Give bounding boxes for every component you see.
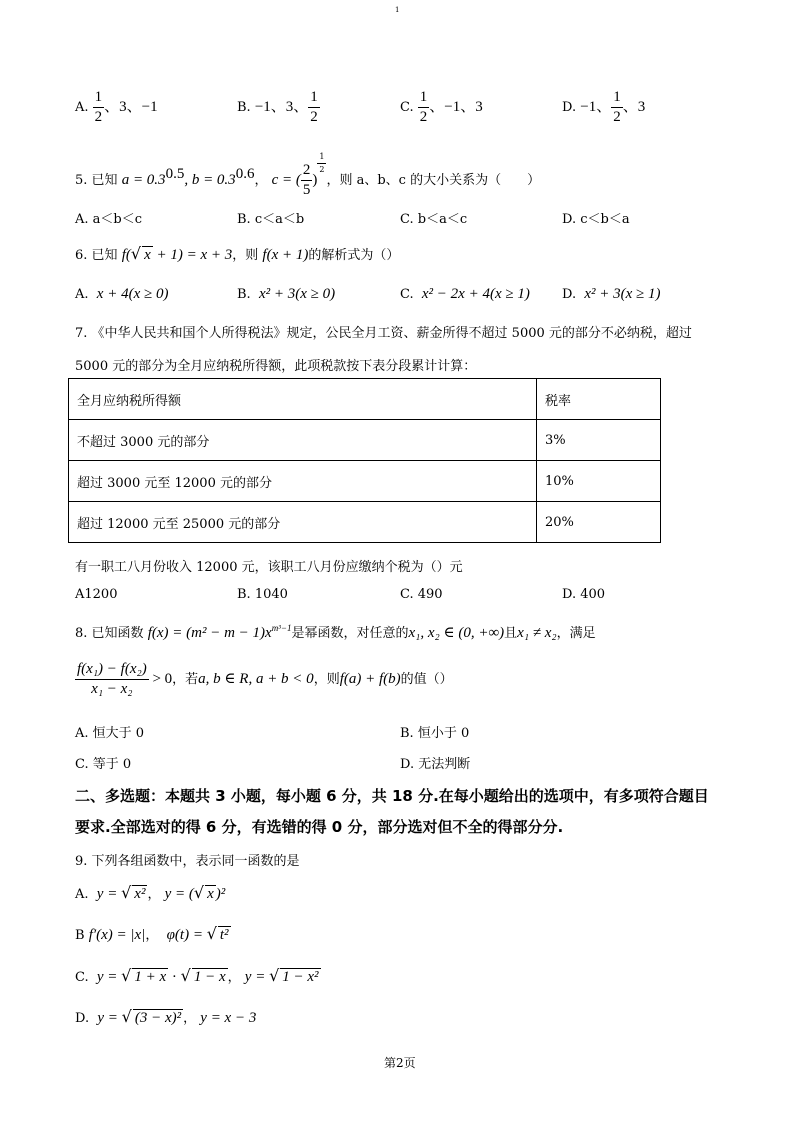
sqrt-symbol: √ (180, 966, 191, 985)
q5-option-c[interactable]: C. b＜a＜c (400, 212, 468, 227)
fraction-half: $\frac{1}{2}$ (419, 89, 428, 125)
table-row (69, 461, 661, 502)
q4-option-c[interactable] (400, 90, 483, 125)
q5-option-d[interactable]: D. c＜b＜a (562, 212, 630, 227)
q8-option-c[interactable]: C. 等于 0 (75, 757, 132, 772)
option-text: 、3 (622, 99, 646, 115)
option-label: B. (237, 100, 251, 115)
q8-stem-line1: 8. 已知函数 $f(x) = (m^2 - m - 1)x^{m^3-1}$是幂函数，对任意的x₁, x₂ ∈ (0, +∞)且x₁ ≠ x₂，满足 (75, 623, 596, 641)
table-cell: 3% (537, 420, 661, 461)
sqrt-symbol: √ (206, 924, 217, 943)
option-text: 、3、−1 (104, 99, 158, 115)
table-cell: 超过 12000 元至 25000 元的部分 (69, 502, 537, 543)
exponent-half: $\frac{1}{2}$ (319, 152, 325, 174)
header-mark: 1 (395, 6, 400, 14)
section-heading-line2: 要求.全部选对的得 6 分，有选错的得 0 分，部分选对但不全的得部分分. (75, 818, 564, 836)
q9-option-c[interactable]: C. y = √ 1 + x · √ 1 − x ， y = √ 1 − x² (75, 966, 319, 985)
q8-option-d[interactable]: D. 无法判断 (400, 757, 471, 772)
table-cell: 20% (537, 502, 661, 543)
section-heading-line1: 二、多选题：本题共 3 小题，每小题 6 分，共 18 分.在每小题给出的选项中，有多项符合题目 (75, 787, 709, 805)
table-cell: 10% (537, 461, 661, 502)
q6-option-d[interactable]: D. x² + 3(x ≥ 1) (562, 286, 661, 302)
q4-option-b[interactable] (237, 90, 320, 125)
q4-option-a[interactable] (75, 90, 158, 125)
table-header-row (69, 379, 661, 420)
sqrt-symbol: √ (130, 244, 142, 263)
fraction-two-fifths: $\frac{2}{5}$ (302, 162, 311, 198)
table-header-cell: 全月应纳税所得额 (69, 379, 537, 420)
q5-stem: 5. 已知 $a = 0.3^{0.5}$, $b = 0.3^{0.6}$， c = ( $\frac{2}{5}$ ) $\frac{1}{2}$ ，则 a、b、c 的大小关系为（ ） (75, 152, 541, 198)
table-row (69, 502, 661, 543)
q9-option-d[interactable]: D. y = √ (3 − x)² ， y = x − 3 (75, 1007, 257, 1026)
page-number: 第2页 (384, 1056, 416, 1070)
q9-stem: 9. 下列各组函数中，表示同一函数的是 (75, 854, 300, 869)
sqrt-symbol: √ (193, 883, 205, 902)
option-label: D. (562, 100, 577, 115)
q6-option-b[interactable]: B. x² + 3(x ≥ 0) (237, 286, 336, 302)
q7-stem-line2: 5000 元的部分为全月应纳税所得额，此项税款按下表分段累计计算： (75, 359, 477, 374)
q6-option-c[interactable]: C. x² − 2x + 4(x ≥ 1) (400, 286, 530, 302)
sqrt-symbol: √ (269, 966, 280, 985)
q7-question: 有一职工八月份收入 12000 元，该职工八月份应缴纳个税为（）元 (75, 560, 463, 575)
q8-option-a[interactable]: A. 恒大于 0 (75, 726, 145, 741)
q7-stem-line1: 7. 《中华人民共和国个人所得税法》规定，公民全月工资、薪金所得不超过 5000 元的部分不必纳税，超过 (75, 326, 692, 341)
q7-option-b[interactable]: B. 1040 (237, 587, 288, 602)
q6-stem: 6. 已知 f(√ x + 1) = x + 3，则 f(x + 1)的解析式为（） (75, 244, 400, 263)
option-label: C. (400, 100, 414, 115)
q7-option-a[interactable]: A1200 (75, 587, 118, 602)
option-text: −1、3、 (254, 99, 309, 115)
q8-option-b[interactable]: B. 恒小于 0 (400, 726, 470, 741)
fraction-half: $\frac{1}{2}$ (310, 89, 318, 125)
fraction-half: $\frac{1}{2}$ (94, 89, 103, 125)
table-row (69, 420, 661, 461)
table-header-cell: 税率 (537, 379, 661, 420)
option-text: 、−1、3 (429, 99, 483, 115)
difference-quotient: $\frac{\text{f(x₁) − f(x₂)}}{\text{x₁ − x₂}}$ (77, 661, 147, 697)
q6-option-a[interactable]: A. x + 4(x ≥ 0) (75, 286, 169, 302)
q9-option-a[interactable]: A. y = √ x² ， y = (√ x )² (75, 883, 226, 902)
q5-option-a[interactable]: A. a＜b＜c (75, 212, 143, 227)
fraction-half: $\frac{1}{2}$ (613, 89, 621, 125)
sqrt-symbol: √ (121, 1007, 132, 1026)
q9-option-b[interactable]: B f′(x) = |x|， φ(t) = √ t² (75, 924, 229, 943)
table-cell: 不超过 3000 元的部分 (69, 420, 537, 461)
q7-option-d[interactable]: D. 400 (562, 587, 606, 602)
q7-option-c[interactable]: C. 490 (400, 587, 443, 602)
q4-option-d[interactable] (562, 90, 645, 125)
q5-option-b[interactable]: B. c＜a＜b (237, 212, 305, 227)
option-label: A. (75, 100, 89, 115)
sqrt-symbol: √ (121, 966, 132, 985)
table-cell: 超过 3000 元至 12000 元的部分 (69, 461, 537, 502)
q8-stem-line2: $\frac{\text{f(x₁) − f(x₂)}}{\text{x₁ − x₂}}$ > 0，若a, b ∈ R, a + b < 0，则f(a) + f(b)的值（） (77, 661, 453, 697)
option-text: −1、 (580, 99, 612, 115)
tax-rate-table (68, 378, 661, 543)
sqrt-symbol: √ (121, 883, 132, 902)
